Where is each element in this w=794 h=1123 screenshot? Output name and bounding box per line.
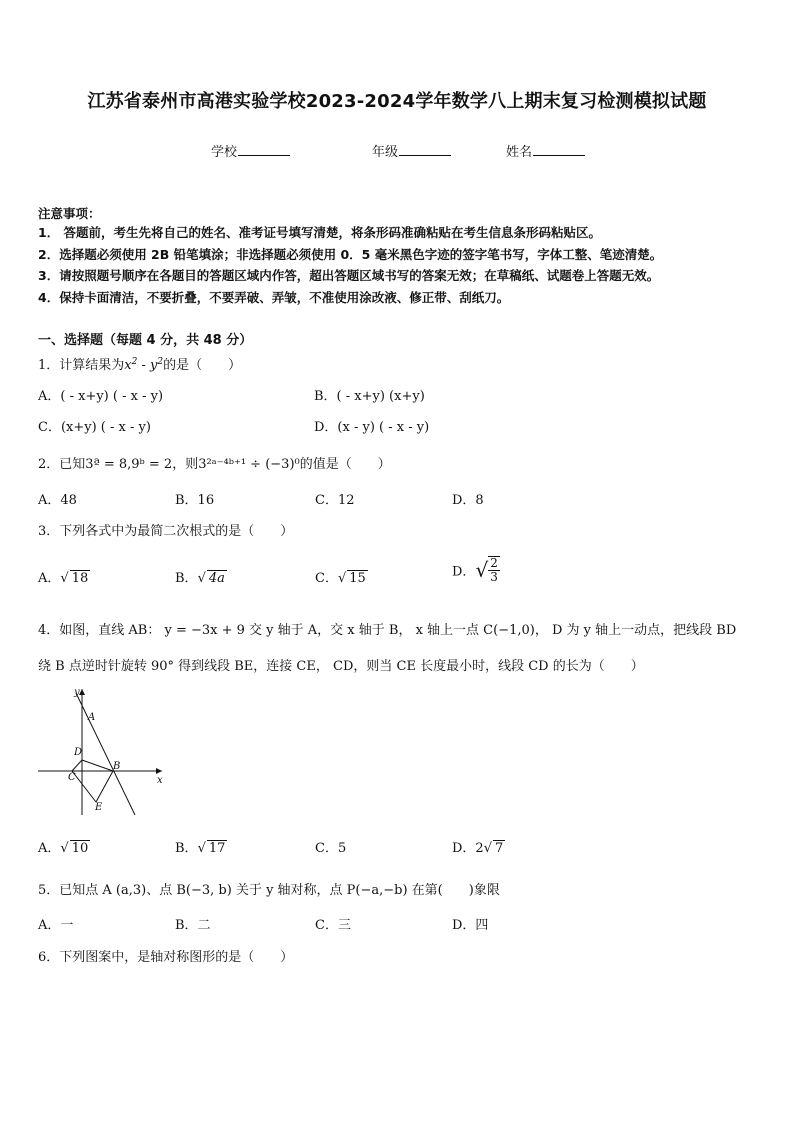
q2-option-d[interactable]: D．8 bbox=[452, 493, 484, 508]
question-5-stem: 5．已知点 A (a,3)、点 B(−3, b) 关于 y 轴对称，点 P(−a,−b) 在第( )象限 bbox=[38, 883, 500, 898]
q3-option-c[interactable]: C．√ 15 bbox=[315, 571, 366, 586]
q1-option-d[interactable]: D．(x - y) ( - x - y) bbox=[314, 420, 430, 435]
label-b: B bbox=[113, 761, 121, 772]
segment-bd bbox=[82, 760, 113, 771]
q4-option-b[interactable]: B．√ 17 bbox=[175, 841, 226, 856]
segment-be bbox=[96, 771, 113, 802]
question-2-stem: 2．已知3ª = 8,9ᵇ = 2，则3²ᵃ⁻⁴ᵇ⁺¹ ÷ (−3)⁰的值是（ ） bbox=[38, 457, 391, 472]
q5-option-d[interactable]: D．四 bbox=[452, 918, 489, 933]
sqrt-symbol: √ 4a bbox=[197, 571, 225, 586]
q2-option-a[interactable]: A．48 bbox=[38, 493, 77, 508]
name-blank bbox=[533, 143, 585, 156]
q2-condition: 3ª = 8,9ᵇ = 2 bbox=[85, 457, 173, 472]
school-field bbox=[211, 141, 290, 160]
q4-figure bbox=[36, 683, 166, 818]
q5-option-c[interactable]: C．三 bbox=[315, 918, 351, 933]
q1-option-a[interactable]: A．( - x+y) ( - x - y) bbox=[38, 389, 164, 404]
question-3-stem: 3．下列各式中为最简二次根式的是（ ） bbox=[38, 524, 294, 539]
sqrt-symbol: √ 7 bbox=[483, 841, 504, 856]
sqrt-symbol: √ bbox=[475, 558, 489, 582]
label-c: C bbox=[68, 772, 76, 783]
question-4-line-1: 4．如图，直线 AB： y = −3x + 9 交 y 轴于 A，交 x 轴于 B， x 轴上一点 C(−1,0)， D 为 y 轴上一动点，把线段 BD bbox=[38, 623, 737, 638]
label-e: E bbox=[95, 802, 103, 813]
notice-item-1: 1． 答题前，考生先将自己的姓名、准考证号填写清楚，将条形码准确粘贴在考生信息条形码粘贴区。 bbox=[38, 225, 602, 240]
sqrt-symbol: √ 17 bbox=[197, 841, 226, 856]
grade-blank bbox=[399, 143, 451, 156]
sqrt-symbol: √ 10 bbox=[60, 841, 89, 856]
name-field bbox=[506, 141, 585, 160]
section-heading: 一、选择题（每题 4 分，共 48 分） bbox=[38, 333, 253, 348]
q3-option-d[interactable]: D．√ $\frac{2}{3}$ bbox=[452, 556, 498, 584]
label-x: x bbox=[157, 775, 163, 786]
q5-option-b[interactable]: B．二 bbox=[175, 918, 211, 933]
sqrt-symbol: √ 18 bbox=[60, 571, 89, 586]
q2-option-c[interactable]: C．12 bbox=[315, 493, 355, 508]
q2-expression: 3²ᵃ⁻⁴ᵇ⁺¹ ÷ (−3)⁰ bbox=[198, 457, 300, 472]
q4-option-c[interactable]: C．5 bbox=[315, 841, 347, 856]
fraction: $\frac{2}{3}$ bbox=[490, 556, 498, 584]
label-y: y bbox=[74, 687, 80, 698]
notice-item-3: 3．请按照题号顺序在各题目的答题区域内作答，超出答题区域书写的答案无效；在草稿纸、试题卷上答题无效。 bbox=[38, 268, 660, 283]
label-d: D bbox=[74, 747, 83, 758]
notice-item-4: 4．保持卡面清洁，不要折叠，不要弄破、弄皱，不准使用涂改液、修正带、刮纸刀。 bbox=[38, 290, 510, 305]
page-title: 江苏省泰州市高港实验学校2023-2024学年数学八上期末复习检测模拟试题 bbox=[87, 91, 707, 112]
y-axis-arrow bbox=[79, 689, 85, 695]
name-label: 姓名 bbox=[506, 145, 533, 160]
grade-field bbox=[372, 141, 451, 160]
q1-option-b[interactable]: B．( - x+y) (x+y) bbox=[314, 389, 425, 404]
q5-option-a[interactable]: A．一 bbox=[38, 918, 74, 933]
line-ab bbox=[76, 693, 135, 815]
notice-item-2: 2．选择题必须使用 2B 铅笔填涂；非选择题必须使用 0．5 毫米黑色字迹的签字笔书写，字体工整、笔迹清楚。 bbox=[38, 247, 663, 262]
grade-label: 年级 bbox=[372, 145, 399, 160]
segment-cd bbox=[72, 760, 82, 771]
q3-option-a[interactable]: A．√ 18 bbox=[38, 571, 89, 586]
question-4-line-2: 绕 B 点逆时针旋转 90° 得到线段 BE，连接 CE， CD，则当 CE 长度最小时，线段 CD 的长为（ ） bbox=[38, 659, 644, 674]
notice-heading: 注意事项： bbox=[38, 206, 101, 221]
question-1-stem: 1．计算结果为$x^2 - y^2$的是（ ） bbox=[38, 357, 242, 373]
school-label: 学校 bbox=[211, 145, 238, 160]
sqrt-symbol: √ 15 bbox=[337, 571, 366, 586]
question-6-stem: 6．下列图案中，是轴对称图形的是（ ） bbox=[38, 950, 294, 965]
label-a: A bbox=[88, 712, 96, 723]
q4-option-d[interactable]: D．2√ 7 bbox=[452, 841, 504, 856]
x-axis-arrow bbox=[156, 768, 162, 774]
q1-expression: $x^2 - y^2$ bbox=[124, 357, 164, 373]
school-blank bbox=[238, 143, 290, 156]
q4-option-a[interactable]: A．√ 10 bbox=[38, 841, 89, 856]
q2-option-b[interactable]: B．16 bbox=[175, 493, 215, 508]
q3-option-b[interactable]: B．√ 4a bbox=[175, 571, 225, 586]
q1-option-c[interactable]: C．(x+y) ( - x - y) bbox=[38, 420, 151, 435]
